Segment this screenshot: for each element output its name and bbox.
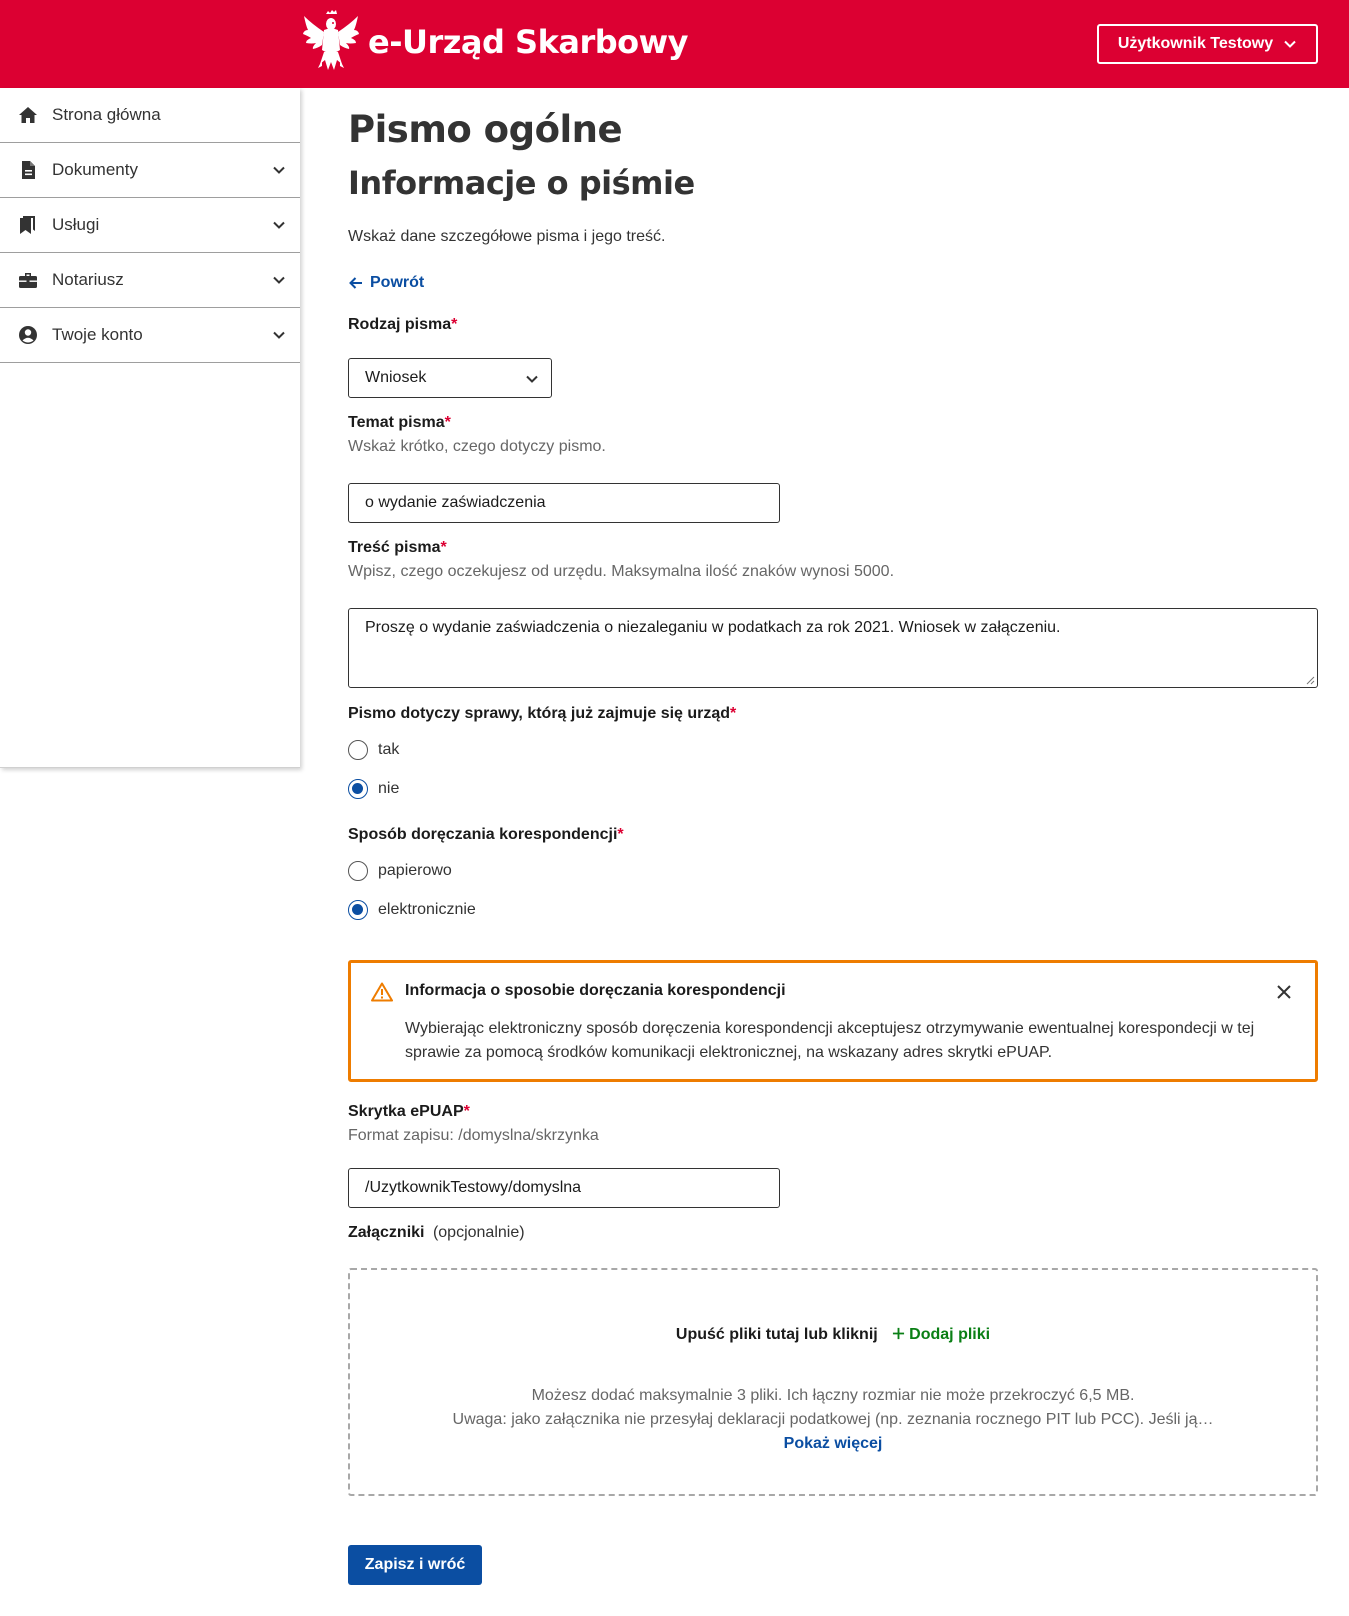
sidebar-item-account[interactable]: [0, 308, 300, 363]
dropzone-prompt: [350, 1326, 1316, 1344]
sidebar-item-notary[interactable]: [0, 253, 300, 308]
logo[interactable]: [302, 10, 688, 74]
letter-type-label-text: Rodzaj pisma: [348, 316, 452, 333]
resize-handle-icon[interactable]: [1305, 675, 1315, 685]
required-mark: *: [730, 705, 737, 722]
required-mark: *: [617, 826, 624, 843]
top-header: [0, 0, 1349, 88]
sidebar-item-documents[interactable]: [0, 143, 300, 198]
letter-type-value: Wniosek: [365, 369, 427, 386]
attachments-label-text: Załączniki: [348, 1224, 425, 1241]
sidebar-item-services[interactable]: [0, 198, 300, 253]
sidebar-nav: [0, 88, 300, 768]
dropzone-text: Upuść pliki tutaj lub kliknij: [675, 1326, 878, 1343]
epuap-label-text: Skrytka ePUAP: [348, 1103, 464, 1120]
document-icon: [18, 160, 38, 180]
required-mark: *: [451, 316, 458, 333]
subject-input[interactable]: o wydanie zaświadczenia: [348, 483, 780, 523]
required-mark: *: [440, 539, 447, 556]
plus-icon: [892, 1327, 905, 1340]
subject-label-text: Temat pisma: [348, 414, 445, 431]
close-icon[interactable]: [1275, 983, 1293, 1001]
sidebar-item-label: Twoje konto: [52, 325, 143, 344]
radio-label: elektronicznie: [378, 901, 476, 918]
warning-icon: [371, 982, 393, 1002]
content-textarea[interactable]: [348, 608, 1318, 688]
letter-type-label: [348, 316, 457, 334]
radio-button[interactable]: [348, 861, 368, 881]
sidebar-item-label: Dokumenty: [52, 160, 138, 179]
epuap-label: [348, 1103, 470, 1121]
chevron-down-icon: [272, 163, 286, 177]
radio-case-yes[interactable]: [348, 740, 399, 760]
home-icon: [18, 105, 38, 125]
file-dropzone[interactable]: [348, 1268, 1318, 1496]
content-label: [348, 539, 447, 557]
epuap-input[interactable]: /UzytkownikTestowy/domyslna: [348, 1168, 780, 1208]
bookmark-icon: [18, 215, 38, 235]
chevron-down-icon: [272, 328, 286, 342]
delivery-method-label-text: Sposób doręczania korespondencji: [348, 826, 618, 843]
attachments-label: [348, 1224, 525, 1242]
radio-button-selected[interactable]: [348, 900, 368, 920]
radio-button-selected[interactable]: [348, 779, 368, 799]
required-mark: *: [463, 1103, 470, 1120]
content-label-text: Treść pisma: [348, 539, 441, 556]
radio-delivery-paper[interactable]: [348, 861, 452, 881]
dropzone-info: [350, 1384, 1316, 1456]
eagle-emblem-icon: [302, 10, 360, 74]
chevron-down-icon: [272, 218, 286, 232]
letter-type-select[interactable]: [348, 358, 552, 398]
content-textarea-value: Proszę o wydanie zaświadczenia o niezaleganiu w podatkach za rok 2021. Wniosek w załączeniu.: [365, 619, 1061, 636]
radio-label: papierowo: [378, 862, 452, 879]
delivery-method-label: [348, 826, 624, 844]
required-mark: *: [444, 414, 451, 431]
section-title: Informacje o piśmie: [348, 164, 695, 202]
radio-label: nie: [378, 780, 400, 797]
brand-title: e-Urząd Skarbowy: [368, 23, 689, 61]
chevron-down-icon: [525, 372, 539, 386]
dropzone-info-line1: Możesz dodać maksymalnie 3 pliki. Ich łączny rozmiar nie może przekroczyć 6,5 MB.: [531, 1387, 1135, 1404]
user-menu-label: Użytkownik Testowy: [1117, 35, 1274, 52]
content-hint: Wpisz, czego oczekujesz od urzędu. Maksymalna ilość znaków wynosi 5000.: [348, 563, 895, 580]
add-files-link[interactable]: [892, 1326, 990, 1343]
optional-tag: (opcjonalnie): [432, 1224, 525, 1241]
subject-label: [348, 414, 451, 432]
alert-title: Informacja o sposobie doręczania korespondencji: [405, 982, 786, 999]
radio-case-no[interactable]: [348, 779, 399, 799]
sidebar-item-label: Strona główna: [52, 105, 161, 124]
back-link-label: Powrót: [370, 274, 425, 291]
page-title: Pismo ogólne: [348, 108, 623, 151]
delivery-info-alert: [348, 960, 1318, 1082]
dropzone-info-line2: Uwaga: jako załącznika nie przesyłaj deklaracji podatkowej (np. zeznania rocznego PIT lub PCC). Jeśli ją…: [452, 1411, 1214, 1428]
alert-body: Wybierając elektroniczny sposób doręczenia korespondencji akceptujesz otrzymywanie ewentualnej korespondecji w tej sprawie za pomocą środków komunikacji elektronicznej, na wskazany adres skrytki ePUAP.: [405, 1020, 1255, 1061]
chevron-down-icon: [1283, 37, 1297, 51]
sidebar-item-home[interactable]: [0, 88, 300, 143]
epuap-hint: Format zapisu: /domyslna/skrzynka: [348, 1127, 599, 1144]
show-more-link[interactable]: Pokaż więcej: [783, 1435, 883, 1452]
save-and-return-button[interactable]: Zapisz i wróć: [348, 1545, 482, 1585]
sidebar-item-label: Usługi: [52, 215, 100, 234]
user-circle-icon: [18, 325, 38, 345]
radio-delivery-electronic[interactable]: [348, 900, 476, 920]
briefcase-icon: [18, 270, 38, 290]
sidebar-item-label: Notariusz: [52, 270, 124, 289]
add-files-label: Dodaj pliki: [909, 1326, 991, 1343]
subject-hint: Wskaż krótko, czego dotyczy pismo.: [348, 438, 606, 455]
case-question-label: [348, 705, 736, 723]
user-menu-button[interactable]: [1097, 24, 1318, 64]
intro-text: Wskaż dane szczegółowe pisma i jego treść.: [348, 228, 666, 245]
arrow-left-icon: [348, 275, 364, 291]
chevron-down-icon: [272, 273, 286, 287]
radio-button[interactable]: [348, 740, 368, 760]
back-link[interactable]: [348, 274, 424, 292]
case-question-label-text: Pismo dotyczy sprawy, którą już zajmuje się urząd: [348, 705, 731, 722]
radio-label: tak: [378, 741, 400, 758]
